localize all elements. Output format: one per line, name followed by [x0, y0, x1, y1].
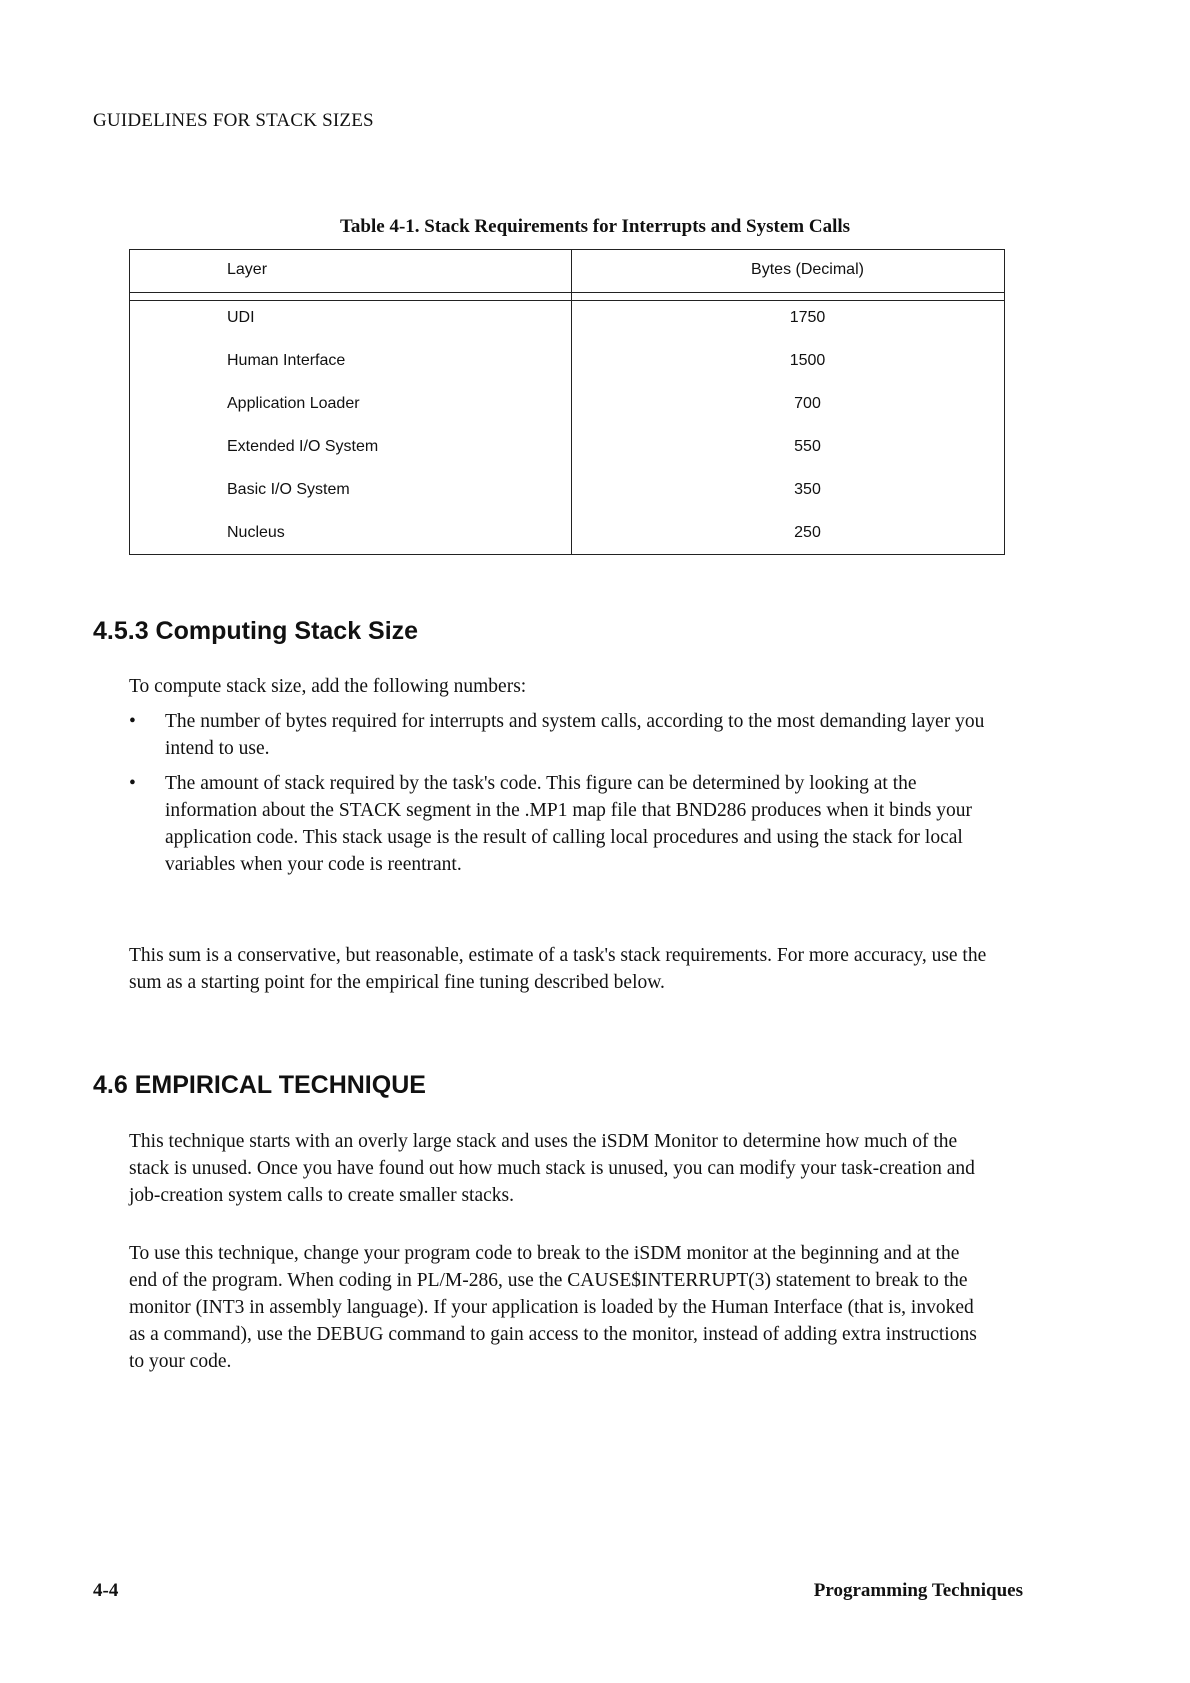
section-heading-empirical-technique: 4.6 EMPIRICAL TECHNIQUE	[93, 1071, 426, 1099]
bytes-cell: 1500	[789, 352, 826, 369]
chapter-title: Programming Techniques	[813, 1580, 1023, 1601]
table-row	[130, 395, 1004, 438]
running-head: GUIDELINES FOR STACK SIZES	[93, 110, 374, 131]
list-item	[129, 770, 989, 878]
bytes-cell: 550	[794, 438, 821, 455]
header-rule	[130, 292, 1004, 293]
table-row	[130, 309, 1004, 352]
intro-paragraph: To compute stack size, add the following numbers:	[129, 676, 527, 697]
bullet-icon: •	[129, 711, 136, 732]
bytes-cell: 350	[794, 481, 821, 498]
layer-cell: Human Interface	[227, 352, 346, 369]
layer-cell: Application Loader	[227, 395, 360, 412]
table-body	[130, 309, 1004, 567]
table-row	[130, 524, 1004, 567]
bullet-text: The number of bytes required for interrupts and system calls, according to the most demanding layer you intend to use.	[165, 711, 985, 759]
layer-cell: Nucleus	[227, 524, 285, 541]
table-row	[130, 438, 1004, 481]
table-row	[130, 352, 1004, 395]
layer-cell: Basic I/O System	[227, 481, 350, 498]
bytes-cell: 1750	[789, 309, 826, 326]
layer-cell: Extended I/O System	[227, 438, 379, 455]
layer-cell: UDI	[227, 309, 255, 326]
bullet-text: The amount of stack required by the task's code. This figure can be determined by looking at the information about the STACK segment in the .MP1 map file that BND286 produces when it binds your application code. This stack usage is the result of calling local procedures and using the stack for local variables when your code is reentrant.	[165, 773, 973, 875]
paragraph: To use this technique, change your program code to break to the iSDM monitor at the beginning and at the end of the program. When coding in PL/M-286, use the CAUSE$INTERRUPT(3) statement to break to the monitor (INT3 in assembly language). If your application is loaded by the Human Interface (that is, invoked as a command), use the DEBUG command to gain access to the monitor, instead of adding extra instructions to your code.	[129, 1243, 977, 1372]
column-header-bytes: Bytes (Decimal)	[751, 261, 864, 278]
header-rule	[130, 300, 1004, 301]
paragraph: This technique starts with an overly large stack and uses the iSDM Monitor to determine how much of the stack is unused. Once you have found out how much stack is unused, you can modify your task-creation and job-creation system calls to create smaller stacks.	[129, 1131, 975, 1206]
bytes-cell: 250	[794, 524, 821, 541]
section-heading-computing-stack-size: 4.5.3 Computing Stack Size	[93, 617, 419, 645]
bullet-icon: •	[129, 773, 136, 794]
page-number: 4-4	[93, 1580, 119, 1601]
list-item	[129, 708, 989, 762]
bullet-list	[129, 708, 989, 886]
closing-paragraph: This sum is a conservative, but reasonable, estimate of a task's stack requirements. For more accuracy, use the sum as a starting point for the empirical fine tuning described below.	[129, 945, 987, 993]
column-header-layer: Layer	[227, 261, 268, 278]
bytes-cell: 700	[794, 395, 821, 412]
stack-requirements-table	[129, 249, 1005, 555]
table-row	[130, 481, 1004, 524]
table-caption: Table 4-1. Stack Requirements for Interrupts and System Calls	[339, 216, 851, 237]
